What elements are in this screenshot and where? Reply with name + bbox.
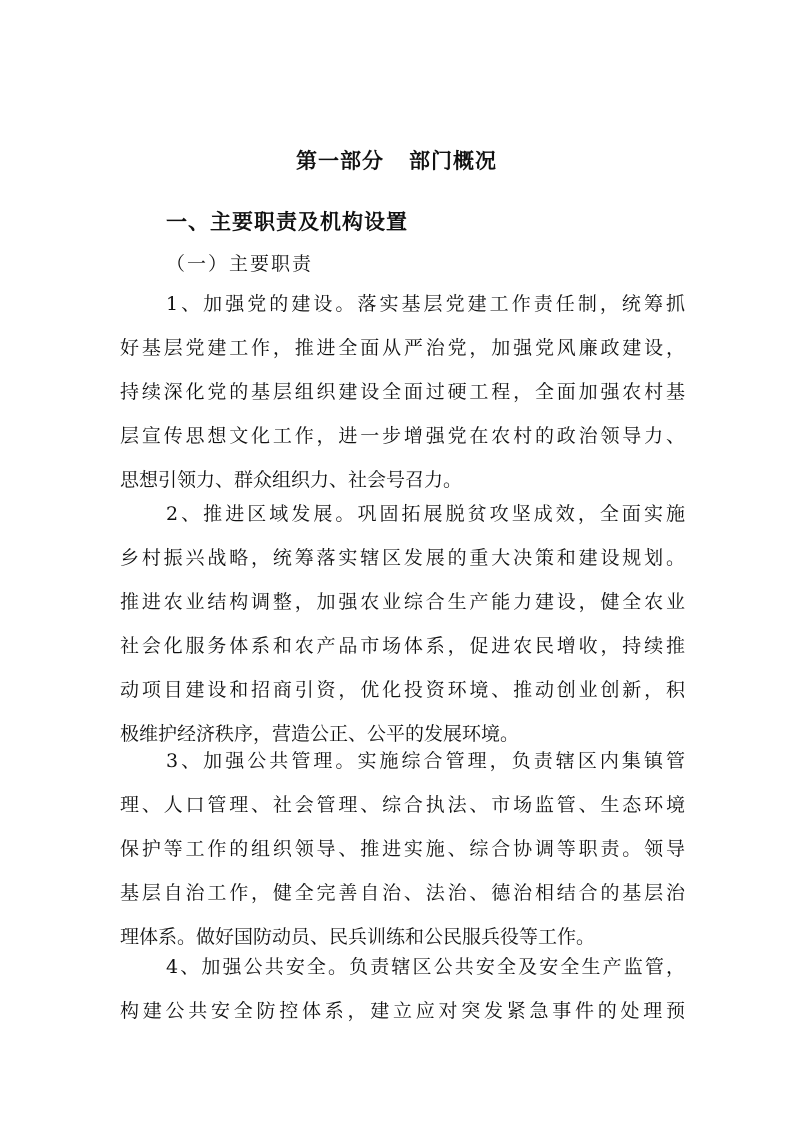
paragraph-line: 层宣传思想文化工作，进一步增强党在农村的政治领导力、: [120, 425, 685, 447]
paragraph-public-management: [120, 739, 685, 959]
paragraph-line: 3、加强公共管理。实施综合管理，负责辖区内集镇管: [166, 750, 685, 772]
paragraph-line: 社会化服务体系和农产品市场体系，促进农民增收，持续推: [120, 635, 685, 657]
sub-heading: （一）主要职责: [166, 253, 314, 275]
paragraph-line: 4、加强公共安全。负责辖区公共安全及安全生产监管，: [166, 956, 685, 978]
paragraph-party-building: [120, 282, 685, 502]
paragraph-line: 1、加强党的建设。落实基层党建工作责任制，统筹抓: [166, 293, 685, 315]
paragraph-line: 保护等工作的组织领导、推进实施、综合协调等职责。领导: [120, 838, 685, 860]
paragraph-line: 思想引领力、群众组织力、社会号召力。: [120, 469, 463, 491]
part-title: 第一部分 部门概况: [296, 149, 497, 173]
paragraph-regional-development: [120, 492, 685, 756]
paragraph-line: 极维护经济秩序，营造公正、公平的发展环境。: [120, 723, 520, 745]
paragraph-line: 动项目建设和招商引资，优化投资环境、推动创业创新，积: [120, 679, 685, 701]
paragraph-line: 好基层党建工作，推进全面从严治党，加强党风廉政建设，: [120, 337, 685, 359]
paragraph-line: 理、人口管理、社会管理、综合执法、市场监管、生态环境: [120, 794, 685, 816]
paragraph-line: 基层自治工作，健全完善自治、法治、德治相结合的基层治: [120, 882, 685, 904]
section-heading: 一、主要职责及机构设置: [166, 210, 408, 234]
paragraph-line: 持续深化党的基层组织建设全面过硬工程，全面加强农村基: [120, 381, 685, 403]
paragraph-line: 构建公共安全防控体系，建立应对突发紧急事件的处理预: [120, 1000, 685, 1022]
paragraph-line: 推进农业结构调整，加强农业综合生产能力建设，健全农业: [120, 591, 685, 613]
paragraph-line: 2、推进区域发展。巩固拓展脱贫攻坚成效，全面实施: [166, 503, 685, 525]
paragraph-line: 理体系。做好国防动员、民兵训练和公民服兵役等工作。: [120, 926, 596, 948]
paragraph-line: 乡村振兴战略，统筹落实辖区发展的重大决策和建设规划。: [120, 547, 685, 569]
paragraph-public-safety: [120, 945, 685, 1033]
